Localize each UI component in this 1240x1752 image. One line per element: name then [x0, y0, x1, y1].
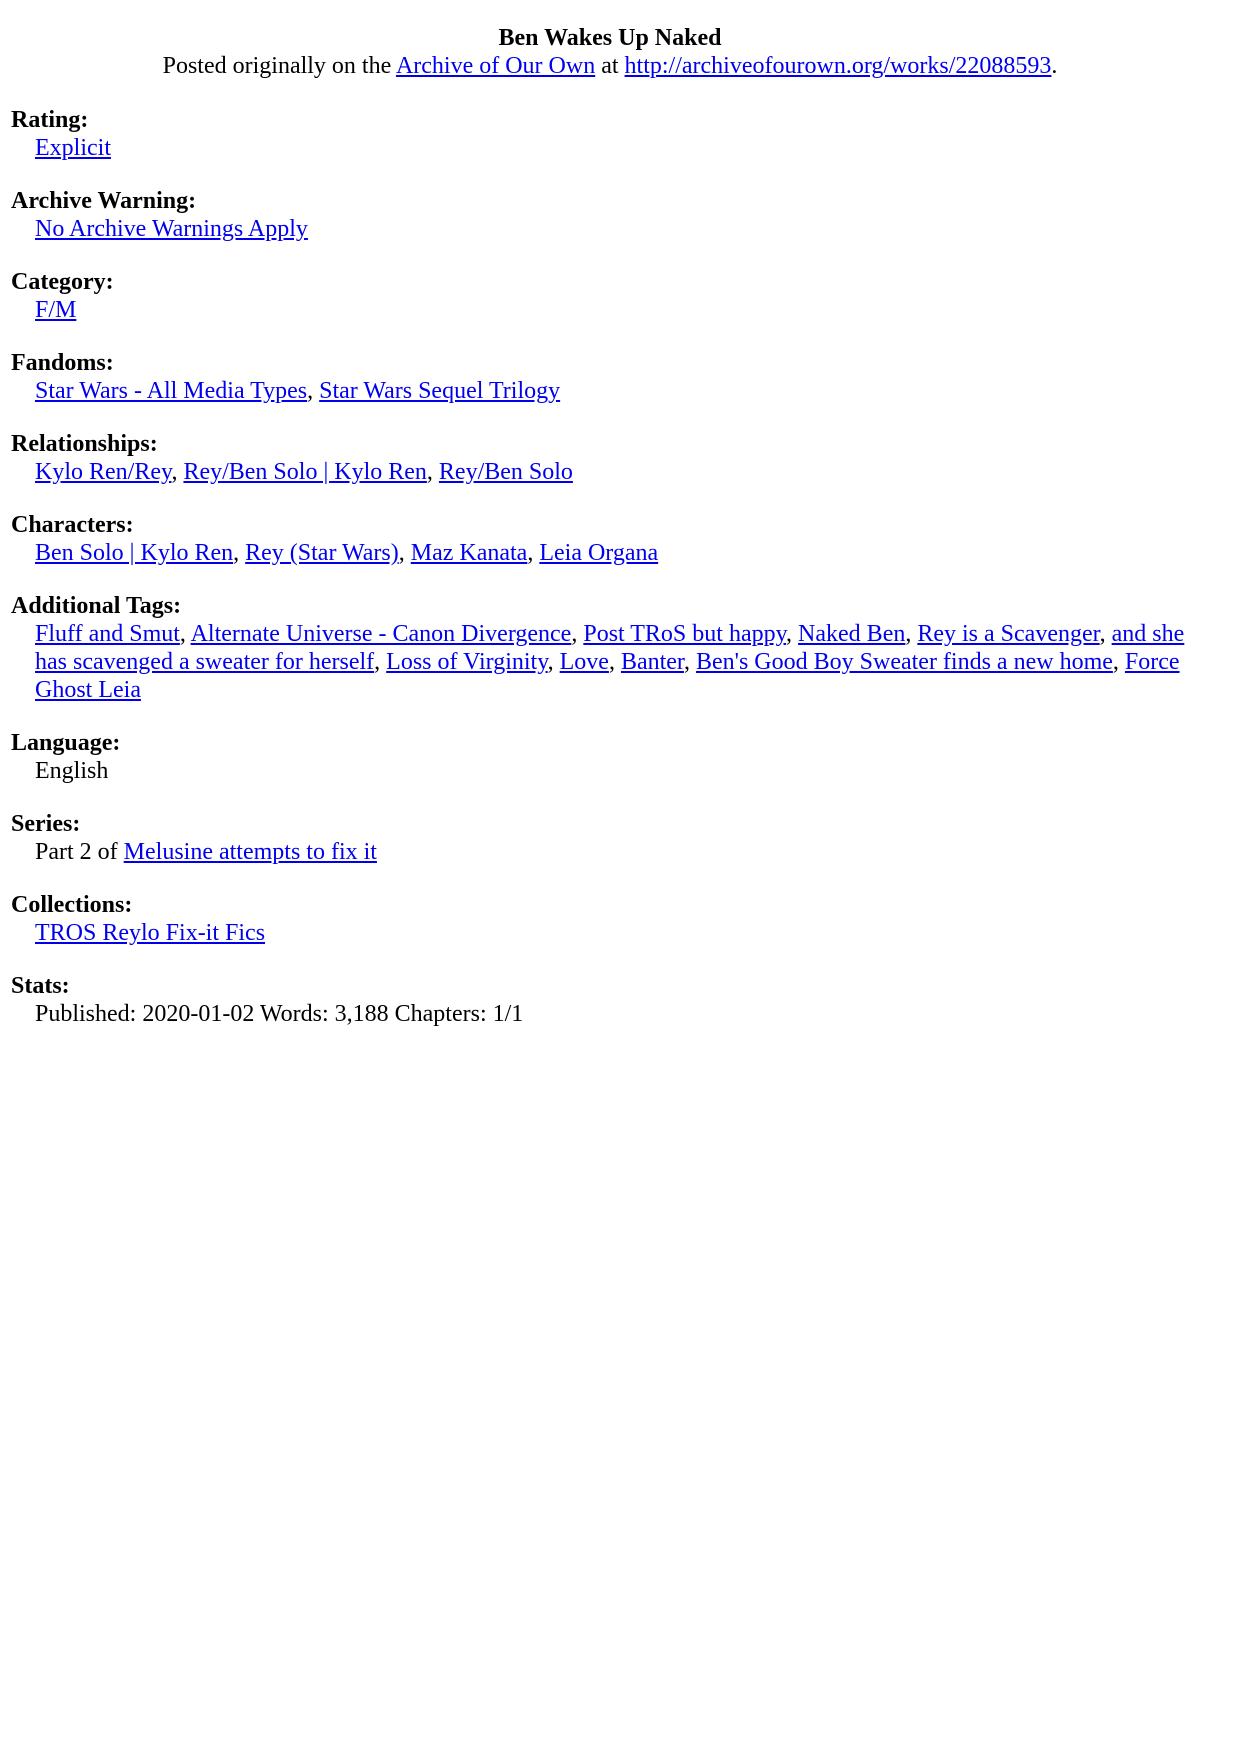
field-label-collections: Collections:	[11, 892, 133, 918]
tag-link[interactable]: Explicit	[35, 135, 111, 161]
field-fandoms	[11, 349, 1220, 405]
tag-link[interactable]: Ben's Good Boy Sweater finds a new home	[695, 649, 1113, 675]
field-value-archive-warning	[11, 215, 1206, 243]
field-category	[11, 268, 1220, 324]
work-title: Ben Wakes Up Naked	[498, 25, 722, 51]
series-prefix: Part 2 of	[35, 839, 124, 865]
tag-link[interactable]: Star Wars - All Media Types	[35, 378, 308, 404]
tag-link[interactable]: Love	[559, 649, 609, 675]
tag-link[interactable]: Post TRoS but happy	[583, 621, 787, 647]
posted-line	[0, 52, 1220, 80]
tag-link[interactable]: Rey (Star Wars)	[245, 540, 399, 566]
field-label-fandoms: Fandoms:	[11, 350, 114, 376]
archive-link[interactable]: Archive of Our Own	[395, 53, 596, 79]
tag-link[interactable]: Star Wars Sequel Trilogy	[319, 378, 561, 404]
field-value-relationships: Kylo Ren/Rey, Rey/Ben Solo | Kylo Ren, Rey/Ben Solo	[35, 459, 573, 485]
tag-link[interactable]: Rey/Ben Solo	[438, 459, 573, 485]
tag-link[interactable]: Fluff and Smut	[35, 621, 180, 647]
field-label-language: Language:	[11, 730, 121, 756]
posted-middle: at	[595, 53, 625, 79]
tag-link[interactable]: Maz Kanata	[410, 540, 528, 566]
field-label-stats: Stats:	[11, 973, 70, 999]
tag-link[interactable]: Banter	[620, 649, 684, 675]
field-label-additional-tags: Additional Tags:	[11, 593, 182, 619]
field-value-category	[11, 296, 1206, 324]
field-value-additional-tags: Fluff and Smut, Alternate Universe - Canon Divergence, Post TRoS but happy, Naked Ben, Rey is a Scavenger, and she has scavenged a sweater for herself, Loss of Virginity, Love, Banter, Ben's Good Boy Sweater finds a new home, Force Ghost Leia	[35, 621, 1185, 703]
field-value-characters: Ben Solo | Kylo Ren, Rey (Star Wars), Maz Kanata, Leia Organa	[35, 540, 659, 566]
work-header	[0, 24, 1220, 80]
field-additional-tags	[11, 592, 1220, 704]
tag-link[interactable]: Rey is a Scavenger	[917, 621, 1100, 647]
work-url-link[interactable]: http://archiveofourown.org/works/22088593	[624, 53, 1052, 79]
tag-link[interactable]: Leia Organa	[539, 540, 659, 566]
tag-link[interactable]: Naked Ben	[798, 621, 906, 647]
field-value-language: English	[35, 758, 109, 784]
field-characters	[11, 511, 1220, 567]
field-label-archive-warning: Archive Warning:	[11, 188, 197, 214]
field-label-category: Category:	[11, 269, 114, 295]
field-language	[11, 729, 1220, 785]
field-value-fandoms: Star Wars - All Media Types, Star Wars Sequel Trilogy	[35, 378, 561, 404]
field-stats	[11, 972, 1220, 1028]
series-link[interactable]: Melusine attempts to fix it	[123, 839, 377, 865]
tag-link[interactable]: and she has scavenged a sweater for herself	[35, 621, 1185, 675]
field-label-rating: Rating:	[11, 107, 89, 133]
tag-link[interactable]: No Archive Warnings Apply	[35, 216, 308, 242]
field-value-series	[11, 838, 1206, 866]
tag-link[interactable]: Rey/Ben Solo | Kylo Ren	[183, 459, 427, 485]
tag-link[interactable]: Kylo Ren/Rey	[35, 459, 172, 485]
field-value-stats: Published: 2020-01-02 Words: 3,188 Chapters: 1/1	[35, 1001, 524, 1027]
field-label-relationships: Relationships:	[11, 431, 158, 457]
field-value-collections	[11, 919, 1206, 947]
tag-link[interactable]: Loss of Virginity	[386, 649, 548, 675]
posted-suffix: .	[1051, 53, 1058, 79]
tag-link[interactable]: Alternate Universe - Canon Divergence	[190, 621, 572, 647]
tag-link[interactable]: Force Ghost Leia	[35, 649, 1180, 703]
field-collections	[11, 891, 1220, 947]
posted-prefix: Posted originally on the	[162, 53, 396, 79]
field-label-characters: Characters:	[11, 512, 134, 538]
field-value-rating	[11, 134, 1206, 162]
tag-link[interactable]: Ben Solo | Kylo Ren	[35, 540, 234, 566]
field-relationships	[11, 430, 1220, 486]
work-metadata	[11, 106, 1220, 1028]
field-series	[11, 810, 1220, 866]
tag-link[interactable]: TROS Reylo Fix-it Fics	[35, 920, 266, 946]
field-archive-warning	[11, 187, 1220, 243]
field-label-series: Series:	[11, 811, 81, 837]
tag-link[interactable]: F/M	[35, 297, 77, 323]
field-rating	[11, 106, 1220, 162]
